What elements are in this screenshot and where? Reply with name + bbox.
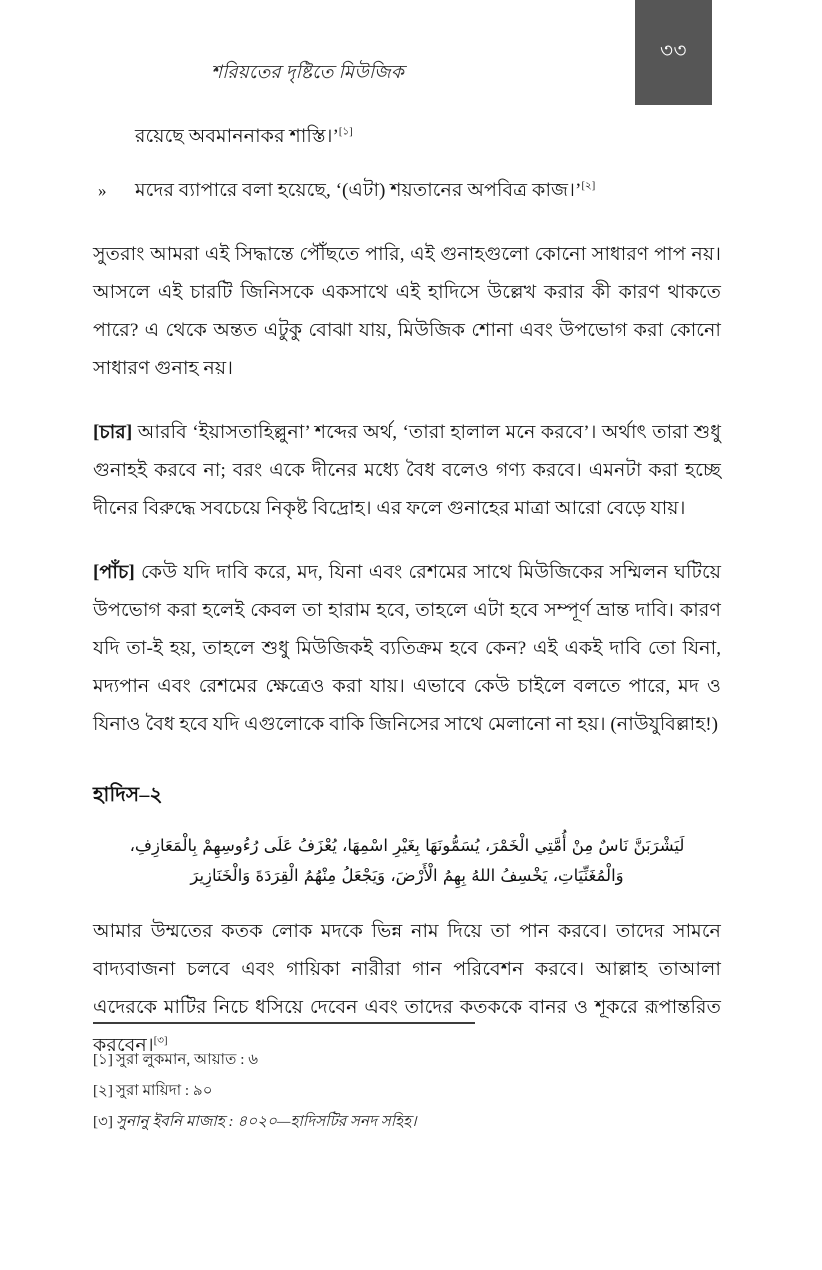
text-column: [93, 118, 721, 1065]
running-head-title: শরিয়তের দৃষ্টিতে মিউজিক: [210, 63, 405, 83]
bullet-item-text-wrapper: [135, 172, 721, 210]
footnote-marker: [১]: [93, 1051, 113, 1068]
paragraph-two: [93, 414, 721, 528]
page-number: ৩৩: [659, 40, 687, 62]
footnote-ref-1: [১]: [338, 126, 353, 138]
paragraph-two-text: আরবি ‘ইয়াসতাহিল্লুনা’ শব্দের অর্থ, ‘তারা হালাল মনে করবে’। অর্থাৎ তারা শুধু গুনাহই করবে না; বরং একে দীনের মধ্যে বৈধ বলেও গণ্য করবে। এমনটা করা হচ্ছে দীনের বিরুদ্ধে সবচেয়ে নিকৃষ্ট বিদ্রোহ। এর ফলে গুনাহের মাত্রা আরো বেড়ে যায়।: [93, 422, 721, 519]
paragraph-three-tag: [পাঁচ]: [93, 562, 135, 583]
bullet-marker-icon: »: [98, 181, 107, 200]
footnote-marker: [২]: [93, 1082, 113, 1099]
footnote-separator-rule: [93, 1022, 475, 1024]
footnote-text-italic: সুনানু ইবনি মাজাহ : ৪০২০—হাদিসটির সনদ সহিহ।: [116, 1113, 417, 1130]
bullet-item-text: মদের ব্যাপারে বলা হয়েছে, ‘(এটা) শয়তানের অপবিত্র কাজ।’: [135, 180, 582, 201]
section-heading-hadith-2: হাদিস–২: [93, 784, 163, 806]
footnote-marker: [৩]: [93, 1113, 113, 1130]
continued-sentence-text: রয়েছে অবমাননাকর শাস্তি।’: [135, 126, 339, 147]
footnote-item: [93, 1044, 721, 1075]
footnote-item: [93, 1106, 721, 1137]
footnote-item: [93, 1075, 721, 1106]
paragraph-three-text: কেউ যদি দাবি করে, মদ, যিনা এবং রেশমের সাথে মিউজিকের সম্মিলন ঘটিয়ে উপভোগ করা হলেই কেবল তা হারাম হবে, তাহলে এটা হবে সম্পূর্ণ ভ্রান্ত দাবি। কারণ যদি তা-ই হয়, তাহলে শুধু মিউজিকই ব্যতিক্রম হবে কেন? এই একই দাবি তো যিনা, মদ্যপান এবং রেশমের ক্ষেত্রেও করা যায়। এভাবে কেউ চাইলে বলতে পারে, মদ ও যিনাও বৈধ হবে যদি এগুলোকে বাকি জিনিসের সাথে মেলানো না হয়। (নাউযুবিল্লাহ!): [93, 562, 721, 735]
paragraph-three: [93, 554, 721, 744]
arabic-quotation: [93, 831, 721, 891]
footnote-ref-2: [২]: [581, 180, 596, 192]
hadith-translation-text: আমার উম্মতের কতক লোক মদকে ভিন্ন নাম দিয়ে তা পান করবে। তাদের সামনে বাদ্যবাজনা চলবে এবং গায়িকা নারীরা গান পরিবেশন করবে। আল্লাহ তাআলা এদেরকে মাটির নিচে ধসিয়ে দেবেন এবং তাদের কতককে বানর ও শূকরে রূপান্তরিত করবেন।: [93, 921, 721, 1056]
arabic-line-1: لَيَشْرَبَنَّ نَاسٌ مِنْ أُمَّتِي الْخَمْرَ، يُسَمُّونَهَا بِغَيْرِ اسْمِهَا، يُعْزَفُ عَلَى رُءُوسِهِمْ بِالْمَعَازِفِ،: [129, 836, 685, 855]
paragraph-two-tag: [চার]: [93, 422, 133, 443]
footnote-text: সুরা লুকমান, আয়াত : ৬: [115, 1051, 259, 1068]
bullet-item: [93, 172, 721, 210]
page-number-box: [635, 0, 712, 105]
footnote-area: [93, 1022, 721, 1137]
arabic-line-2: وَالْمُغَنِّيَاتِ، يَخْسِفُ اللهُ بِهِمُ الْأَرْضَ، وَيَجْعَلُ مِنْهُمُ الْقِرَدَةَ وَالْخَنَازِيرَ: [190, 866, 624, 885]
continued-sentence: [93, 118, 721, 156]
footnote-text: সুরা মায়িদা : ৯০: [116, 1082, 213, 1099]
paragraph-one: সুতরাং আমরা এই সিদ্ধান্তে পৌঁছতে পারি, এই গুনাহগুলো কোনো সাধারণ পাপ নয়। আসলে এই চারটি জিনিসকে একসাথে এই হাদিসে উল্লেখ করার কী কারণ থাকতে পারে? এ থেকে অন্তত এটুকু বোঝা যায়, মিউজিক শোনা এবং উপভোগ করা কোনো সাধারণ গুনাহ নয়।: [93, 244, 721, 379]
footnote-ref-3: [৩]: [153, 1035, 168, 1047]
